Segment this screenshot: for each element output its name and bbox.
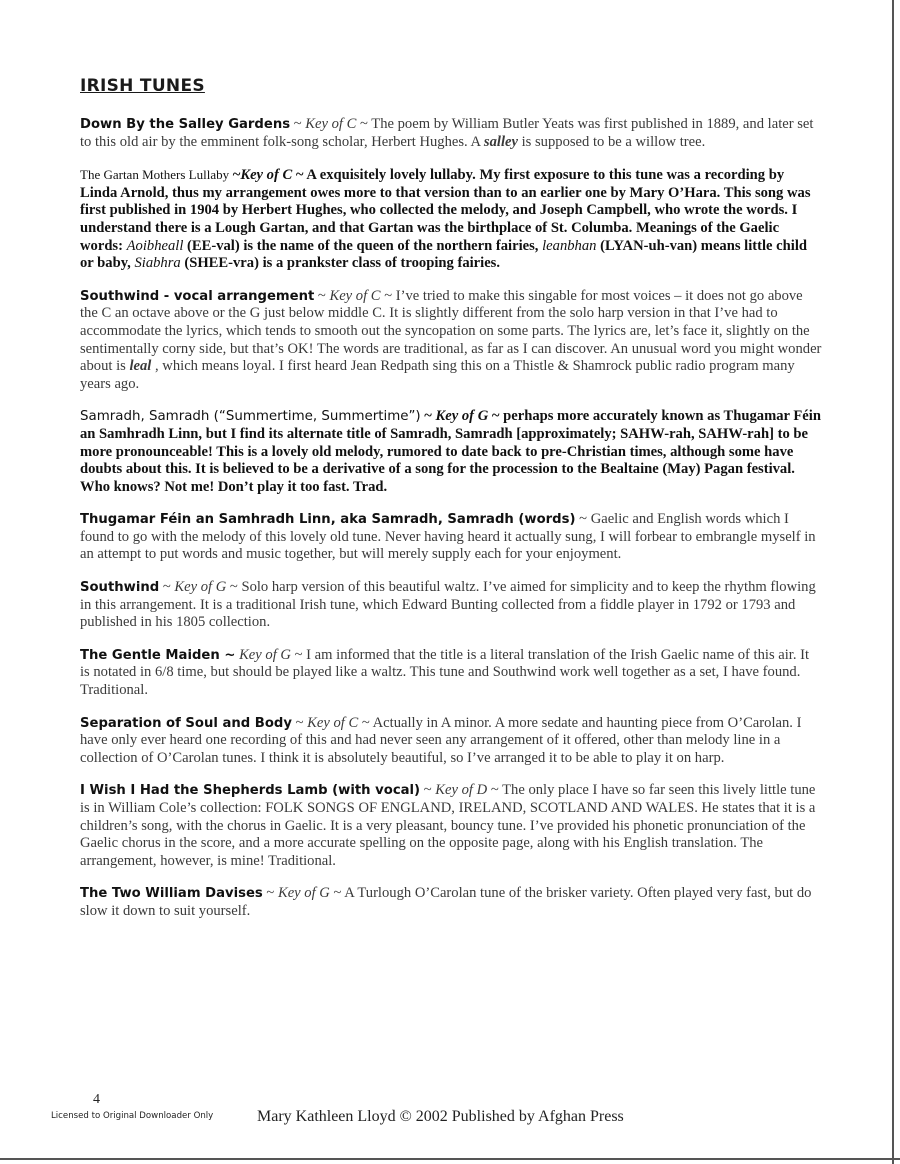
tune-description: Solo harp version of this beautiful waltz. I’ve aimed for simplicity and to keep the rhythm flowing in this arrangement. It is a traditional Irish tune, which Edward Bunting collected from a fiddle player in 1792 or 1793 and published in his 1805 collection. xyxy=(80,579,816,631)
tune-key: Key of C xyxy=(307,714,359,731)
tune-title: Southwind - vocal arrangement xyxy=(80,288,315,304)
tune-description: Gaelic and English words which I found to go with the melody of this lovely old tune. Never having heard it actually sung, I will forbear to embrangle myself in an attempt to put words and music together, but will merely supply each for your enjoyment. xyxy=(80,511,816,563)
tune-description: The only place I have so far seen this lively little tune is in William Cole’s collection: FOLK SONGS OF ENGLAND, IRELAND, SCOTLAND AND WALES. He states that it is a children’s song, with the chorus in Gaelic. It is a very pleasant, bouncy tune. I’ve provided his phonetic pronunciation of the Gaelic chorus in the score, and a more accurate spelling on the opposite page, along with his English translation. The arrangement, however, is mine! Traditional. xyxy=(80,782,816,869)
tune-description: A exquisitely lovely lullaby. My first exposure to this tune was a recording by Linda Arnold, thus my arrangement owes more to that version than to an earlier one by Mary O’Hara. This song was first published in 1904 by Herbert Hughes, who collected the melody, and Joseph Campbell, who wrote the words. I understand there is a Lough Gartan, and that Gartan was the birthplace of St. Columba. Meanings of the Gaelic words: xyxy=(80,167,811,254)
tune-title: The Gartan Mothers Lullaby xyxy=(80,167,230,183)
tune-key: Key of G xyxy=(174,579,227,596)
tune-entry-shepherds-lamb: I Wish I Had the Shepherds Lamb (with vocal) ~ Key of D ~ The only place I have so far seen this lively little tune is in William Cole’s collection: FOLK SONGS OF ENGLAND, IRELAND, SCOTLAND AND WALES. He states that it is a children’s song, with the chorus in Gaelic. It is a very pleasant, bouncy tune. I’ve provided his phonetic pronunciation of the Gaelic chorus in the score, and a more accurate spelling on the opposite page, along with his English translation. The arrangement, however, is mine! Traditional. xyxy=(80,782,816,869)
tune-entry-gartan-lullaby: The Gartan Mothers Lullaby ~Key of C ~ A exquisitely lovely lullaby. My first exposure to this tune was a recording by Linda Arnold, thus my arrangement owes more to that version than to an earlier one by Mary O’Hara. This song was first published in 1904 by Herbert Hughes, who collected the melody, and Joseph Campbell, who wrote the words. I understand there is a Lough Gartan, and that Gartan was the birthplace of St. Columba. Meanings of the Gaelic words: Aoibheall (EE-val) is the name of the queen of the northern fairies, leanbhan (LYAN-uh-van) means little child or baby, Siabhra (SHEE-vra) is a prankster class of trooping fairies. xyxy=(80,167,811,272)
tune-title: The Two William Davises xyxy=(80,886,263,902)
tune-key: Key of C xyxy=(240,167,293,184)
tune-entry-thugamar-words: Thugamar Féin an Samhradh Linn, aka Samradh, Samradh (words) ~ Gaelic and English words which I found to go with the melody of this lovely old tune. Never having heard it actually sung, I will forbear to embrangle myself in an attempt to put words and music together, but will merely supply each for your enjoyment. xyxy=(80,511,816,563)
tune-key: Key of C xyxy=(329,287,381,304)
tune-entry-two-william-davises: The Two William Davises ~ Key of G ~ A Turlough O’Carolan tune of the brisker variety. Often played very fast, but do slow it down to suit yourself. xyxy=(80,885,812,919)
license-notice: Licensed to Original Downloader Only xyxy=(51,1111,214,1121)
tune-title: Southwind xyxy=(80,580,160,596)
tune-title: Separation of Soul and Body xyxy=(80,715,292,731)
tune-description: The poem by William Butler Yeats was first published in 1889, and later set to this old air by the emminent folk-song scholar, Herbert Hughes. A xyxy=(80,116,814,150)
tune-title: Samradh, Samradh (“Summertime, Summertime”) xyxy=(80,409,421,425)
tune-description: A Turlough O’Carolan tune of the brisker variety. Often played very fast, but do slow it down to suit yourself. xyxy=(80,885,812,919)
page-border-bottom xyxy=(0,1158,900,1160)
tune-entry-southwind-vocal: Southwind - vocal arrangement ~ Key of C ~ I’ve tried to make this singable for most voices – it does not go above the C an octave above or the G just below middle C. It is slightly different from the solo harp version in that I’ve had to accommodate the lyrics, which tends to smooth out the syncopation on some parts. The lyrics are, let’s face it, slightly on the sentimentally corny side, but that’s OK! The words are traditional, as far as I can discover. An unusual word you might wonder about is leal , which means loyal. I first heard Jean Redpath sing this on a Thistle & Shamrock public radio program many years ago. xyxy=(80,287,822,392)
tune-entry-gentle-maiden: The Gentle Maiden ~ Key of G ~ I am informed that the title is a literal translation of the Irish Gaelic name of this air. It is notated in 6/8 time, but should be played like a waltz. This tune and Southwind work well together as a set, I have found. Traditional. xyxy=(80,646,810,699)
tune-entry-separation-soul-body: Separation of Soul and Body ~ Key of C ~ Actually in A minor. A more sedate and haunting piece from O’Carolan. I have only ever heard one recording of this and had never seen any arrangement of it offered, other than melody line in a collection of O’Carolan tunes. I think it is absolutely beautiful, so I’ve arranged it to be able to play it on harp. xyxy=(80,714,802,766)
tune-entry-samradh: Samradh, Samradh (“Summertime, Summertime”) ~ Key of G ~ perhaps more accurately known as Thugamar Féin an Samhradh Linn, but I find its alternate title of Samradh, Samradh [approximately; SAHW-rah, SAHW-rah] to be more pronounceable! This is a lovely old melody, rumored to date back to pre-Christian times, although some have doubts about this. It is believed to be a derivative of a song for the procession to the Bealtaine (May) Pagan festival. Who knows? Not me! Don’t play it too fast. Trad. xyxy=(80,408,821,495)
tune-key: Key of G xyxy=(239,646,291,663)
tune-title: Thugamar Féin an Samhradh Linn, aka Samradh, Samradh (words) xyxy=(80,512,576,528)
tune-notes-list xyxy=(80,116,822,936)
tune-entry-southwind: Southwind ~ Key of G ~ Solo harp version of this beautiful waltz. I’ve aimed for simplicity and to keep the rhythm flowing in this arrangement. It is a traditional Irish tune, which Edward Bunting collected from a fiddle player in 1792 or 1793 and published in his 1805 collection. xyxy=(80,579,816,631)
tune-title: I Wish I Had the Shepherds Lamb (with vocal) xyxy=(80,783,421,799)
tune-title: Down By the Salley Gardens xyxy=(80,117,291,132)
page-number: 4 xyxy=(93,1092,100,1107)
tune-key: Key of C xyxy=(305,116,357,132)
copyright-line: Mary Kathleen Lloyd © 2002 Published by Afghan Press xyxy=(257,1108,624,1125)
tune-key: Key of G xyxy=(277,885,330,902)
tune-description: Actually in A minor. A more sedate and haunting piece from O’Carolan. I have only ever heard one recording of this and had never seen any arrangement of it offered, other than melody line in a collection of O’Carolan tunes. I think it is absolutely beautiful, so I’ve arranged it to be able to play it on harp. xyxy=(80,714,802,766)
section-heading: IRISH TUNES xyxy=(80,76,205,96)
tune-key: Key of G xyxy=(435,408,489,425)
tune-entry-salley-gardens: Down By the Salley Gardens ~ Key of C ~ The poem by William Butler Yeats was first published in 1889, and later set to this old air by the emminent folk-song scholar, Herbert Hughes. A salley is supposed to be a willow tree. xyxy=(80,116,814,150)
tune-description: perhaps more accurately known as Thugamar Féin an Samhradh Linn, but I find its alternate title of Samradh, Samradh [approximately; SAHW-rah, SAHW-rah] to be more pronounceable! This is a lovely old melody, rumored to date back to pre-Christian times, although some have doubts about this. It is believed to be a derivative of a song for the procession to the Bealtaine (May) Pagan festival. Who knows? Not me! Don’t play it too fast. Trad. xyxy=(80,408,821,495)
tune-key: Key of D xyxy=(435,782,488,799)
tune-description: I’ve tried to make this singable for most voices – it does not go above the C an octave above or the G just below middle C. It is slightly different from the solo harp version in that I’ve had to accommodate the lyrics, which tends to smooth out the syncopation on some parts. The lyrics are, let’s face it, slightly on the sentimentally corny side, but that’s OK! The words are traditional, as far as I can discover. An unusual word you might wonder about is xyxy=(80,287,822,375)
tune-description: I am informed that the title is a literal translation of the Irish Gaelic name of this air. It is notated in 6/8 time, but should be played like a waltz. This tune and Southwind work well together as a set, I have found. Traditional. xyxy=(80,646,810,699)
page-border-right xyxy=(892,0,894,1164)
tune-title: The Gentle Maiden ~ xyxy=(80,647,236,663)
